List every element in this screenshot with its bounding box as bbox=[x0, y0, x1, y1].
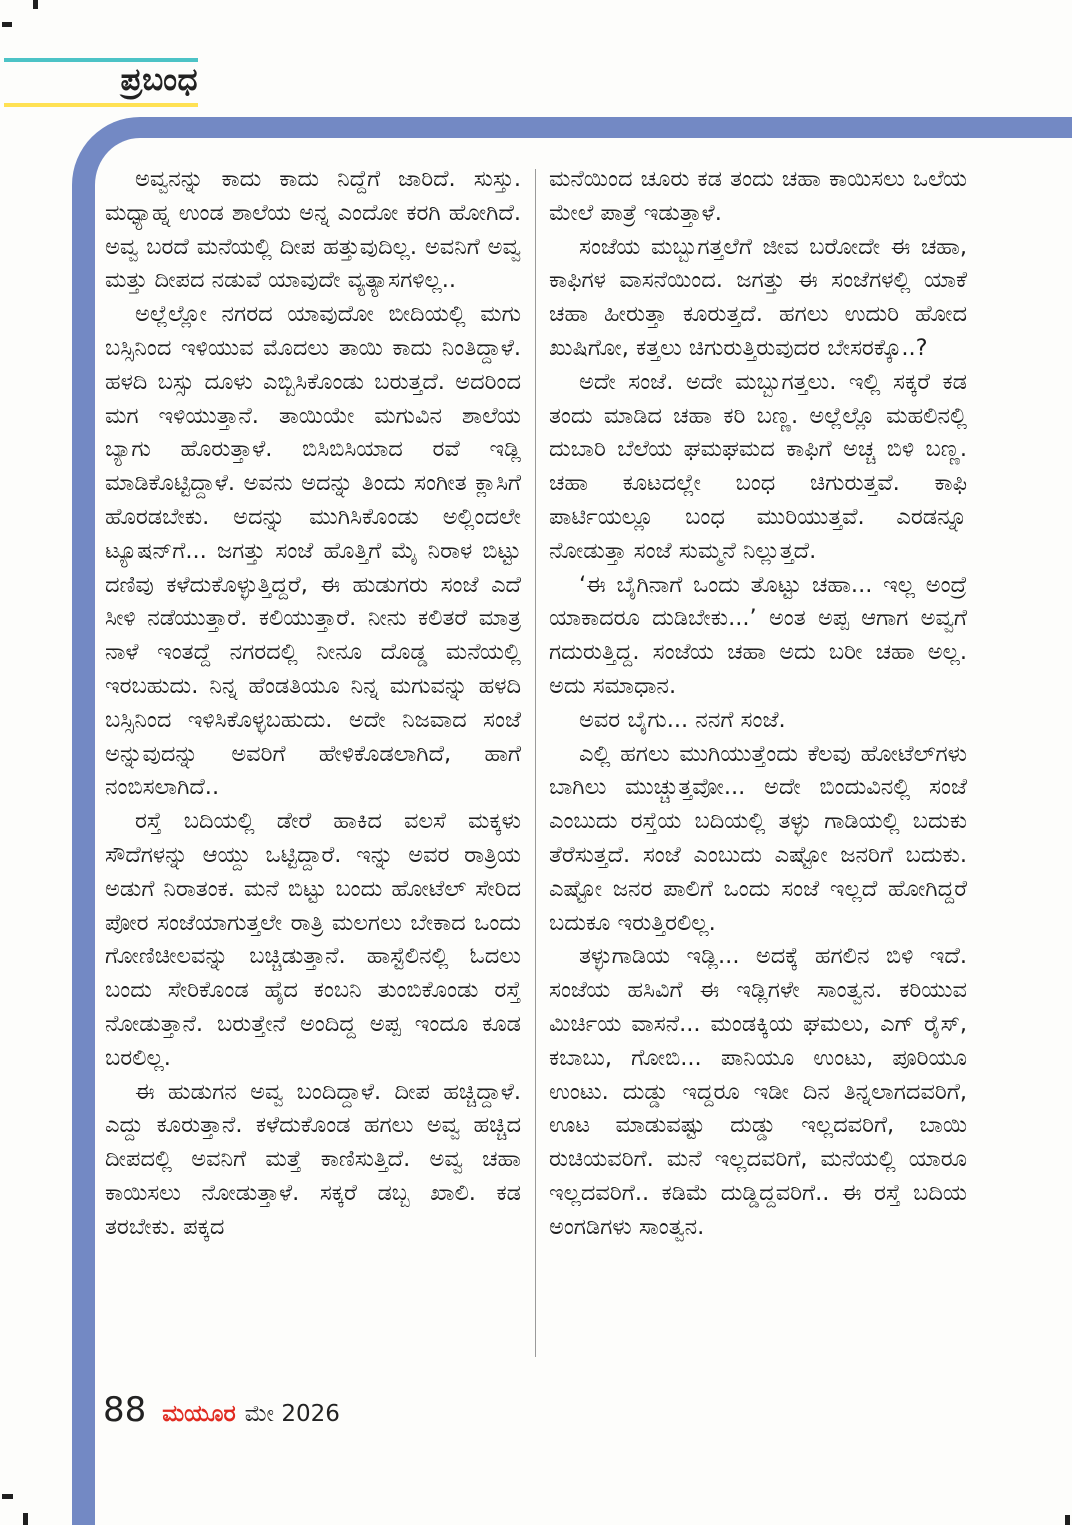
header-rule-yellow bbox=[4, 103, 198, 107]
crop-mark-bottom bbox=[23, 1513, 28, 1525]
crop-mark-left-top bbox=[2, 22, 12, 27]
right-column bbox=[549, 163, 967, 1357]
paragraph: ಸಂಜೆಯ ಮಬ್ಬುಗತ್ತಲೆಗೆ ಜೀವ ಬರೋದೇ ಈ ಚಹಾ, ಕಾಫಿಗಳ ವಾಸನೆಯಿಂದ. ಜಗತ್ತು ಈ ಸಂಜೆಗಳಲ್ಲಿ ಯಾಕೆ ಚಹಾ ಹೀರುತ್ತಾ ಕೂರುತ್ತದೆ. ಹಗಲು ಉದುರಿ ಹೋದ ಖುಷಿಗೋ, ಕತ್ತಲು ಚಿಗುರುತ್ತಿರುವುದರ ಬೇಸರಕ್ಕೊ..? bbox=[549, 233, 967, 361]
paragraph: ‘ಈ ಬೈಗಿನಾಗೆ ಒಂದು ತೊಟ್ಟು ಚಹಾ... ಇಲ್ಲ ಅಂದ್ರೆ ಯಾಕಾದರೂ ದುಡಿಬೇಕು...’ ಅಂತ ಅಪ್ಪ ಆಗಾಗ ಅವ್ವಗೆ ಗದುರುತ್ತಿದ್ದ. ಸಂಜೆಯ ಚಹಾ ಅದು ಬರೀ ಚಹಾ ಅಲ್ಲ. ಅದು ಸಮಾಧಾನ. bbox=[549, 571, 967, 699]
crop-mark-top bbox=[33, 0, 38, 9]
paragraph: ಅಲ್ಲೆಲ್ಲೋ ನಗರದ ಯಾವುದೋ ಬೀದಿಯಲ್ಲಿ ಮಗು ಬಸ್ಸಿನಿಂದ ಇಳಿಯುವ ಮೊದಲು ತಾಯಿ ಕಾದು ನಿಂತಿದ್ದಾಳೆ. ಹಳದಿ ಬಸ್ಸು ದೂಳು ಎಬ್ಬಿಸಿಕೊಂಡು ಬರುತ್ತದೆ. ಅದರಿಂದ ಮಗ ಇಳಿಯುತ್ತಾನೆ. ತಾಯಿಯೇ ಮಗುವಿನ ಶಾಲೆಯ ಬ್ಯಾಗು ಹೊರುತ್ತಾಳೆ. ಬಿಸಿಬಿಸಿಯಾದ ರವೆ ಇಡ್ಲಿ ಮಾಡಿಕೊಟ್ಟಿದ್ದಾಳೆ. ಅವನು ಅದನ್ನು ತಿಂದು ಸಂಗೀತ ಕ್ಲಾಸಿಗೆ ಹೊರಡಬೇಕು. ಅದನ್ನು ಮುಗಿಸಿಕೊಂಡು ಅಲ್ಲಿಂದಲೇ ಟ್ಯೂಷನ್‌ಗೆ... ಜಗತ್ತು ಸಂಜೆ ಹೊತ್ತಿಗೆ ಮೈ ನಿರಾಳ ಬಿಟ್ಟು ದಣಿವು ಕಳೆದುಕೊಳ್ಳುತ್ತಿದ್ದರೆ, ಈ ಹುಡುಗರು ಸಂಜೆ ಎದೆ ಸೀಳಿ ನಡೆಯುತ್ತಾರೆ. ಕಲಿಯುತ್ತಾರೆ. ನೀನು ಕಲಿತರೆ ಮಾತ್ರ ನಾಳೆ ಇಂತದ್ದೆ ನಗರದಲ್ಲಿ ನೀನೂ ದೊಡ್ಡ ಮನೆಯಲ್ಲಿ ಇರಬಹುದು. ನಿನ್ನ ಹೆಂಡತಿಯೂ ನಿನ್ನ ಮಗುವನ್ನು ಹಳದಿ ಬಸ್ಸಿನಿಂದ ಇಳಿಸಿಕೊಳ್ಳಬಹುದು. ಅದೇ ನಿಜವಾದ ಸಂಜೆ ಅನ್ನುವುದನ್ನು ಅವರಿಗೆ ಹೇಳಿಕೊಡಲಾಗಿದೆ, ಹಾಗೆ ನಂಬಿಸಲಾಗಿದೆ.. bbox=[105, 301, 521, 801]
paragraph: ಮನೆಯಿಂದ ಚೂರು ಕಡ ತಂದು ಚಹಾ ಕಾಯಿಸಲು ಒಲೆಯ ಮೇಲೆ ಪಾತ್ರೆ ಇಡುತ್ತಾಳೆ. bbox=[549, 166, 967, 226]
page-number: 88 bbox=[103, 1390, 147, 1430]
paragraph: ರಸ್ತೆ ಬದಿಯಲ್ಲಿ ಡೇರೆ ಹಾಕಿದ ವಲಸೆ ಮಕ್ಕಳು ಸೌದೆಗಳನ್ನು ಆಯ್ದು ಒಟ್ಟಿದ್ದಾರೆ. ಇನ್ನು ಅವರ ರಾತ್ರಿಯ ಅಡುಗೆ ನಿರಾತಂಕ. ಮನೆ ಬಿಟ್ಟು ಬಂದು ಹೋಟೆಲ್ ಸೇರಿದ ಪೋರ ಸಂಜೆಯಾಗುತ್ತಲೇ ರಾತ್ರಿ ಮಲಗಲು ಬೇಕಾದ ಒಂದು ಗೋಣಿಚೀಲವನ್ನು ಬಚ್ಚಿಡುತ್ತಾನೆ. ಹಾಸ್ಟೆಲಿನಲ್ಲಿ ಓದಲು ಬಂದು ಸೇರಿಕೊಂಡ ಹೈದ ಕಂಬನಿ ತುಂಬಿಕೊಂಡು ರಸ್ತೆ ನೋಡುತ್ತಾನೆ. ಬರುತ್ತೇನೆ ಅಂದಿದ್ದ ಅಪ್ಪ ಇಂದೂ ಕೂಡ ಬರಲಿಲ್ಲ. bbox=[105, 808, 521, 1071]
magazine-name: ಮಯೂರ bbox=[162, 1401, 236, 1427]
section-title: ಪ್ರಬಂಧ bbox=[120, 62, 198, 98]
paragraph: ಈ ಹುಡುಗನ ಅವ್ವ ಬಂದಿದ್ದಾಳೆ. ದೀಪ ಹಚ್ಚಿದ್ದಾಳೆ. ಎದ್ದು ಕೂರುತ್ತಾನೆ. ಕಳೆದುಕೊಂಡ ಹಗಲು ಅವ್ವ ಹಚ್ಚಿದ ದೀಪದಲ್ಲಿ ಅವನಿಗೆ ಮತ್ತೆ ಕಾಣಿಸುತ್ತಿದೆ. ಅವ್ವ ಚಹಾ ಕಾಯಿಸಲು ನೋಡುತ್ತಾಳೆ. ಸಕ್ಕರೆ ಡಬ್ಬ ಖಾಲಿ. ಕಡ ತರಬೇಕು. ಪಕ್ಕದ bbox=[105, 1078, 521, 1240]
paragraph: ಎಲ್ಲಿ ಹಗಲು ಮುಗಿಯುತ್ತೆಂದು ಕೆಲವು ಹೋಟೆಲ್‌ಗಳು ಬಾಗಿಲು ಮುಚ್ಚುತ್ತವೋ... ಅದೇ ಬಿಂದುವಿನಲ್ಲಿ ಸಂಜೆ ಎಂಬುದು ರಸ್ತೆಯ ಬದಿಯಲ್ಲಿ ತಳ್ಳು ಗಾಡಿಯಲ್ಲಿ ಬದುಕು ತೆರೆಸುತ್ತದೆ. ಸಂಜೆ ಎಂಬುದು ಎಷ್ಟೋ ಜನರಿಗೆ ಬದುಕು. ಎಷ್ಟೋ ಜನರ ಪಾಲಿಗೆ ಒಂದು ಸಂಜೆ ಇಲ್ಲದೆ ಹೋಗಿದ್ದರೆ ಬದುಕೂ ಇರುತ್ತಿರಲಿಲ್ಲ. bbox=[549, 740, 967, 936]
paragraph: ಅದೇ ಸಂಜೆ. ಅದೇ ಮಬ್ಬುಗತ್ತಲು. ಇಲ್ಲಿ ಸಕ್ಕರೆ ಕಡ ತಂದು ಮಾಡಿದ ಚಹಾ ಕರಿ ಬಣ್ಣ. ಅಲ್ಲೆಲ್ಲೊ ಮಹಲಿನಲ್ಲಿ ದುಬಾರಿ ಬೆಲೆಯ ಘಮಘಮದ ಕಾಫಿಗೆ ಅಚ್ಚ ಬಿಳಿ ಬಣ್ಣ. ಚಹಾ ಕೂಟದಲ್ಲೇ ಬಂಧ ಚಿಗುರುತ್ತವೆ. ಕಾಫಿ ಪಾರ್ಟಿಯಲ್ಲೂ ಬಂಧ ಮುರಿಯುತ್ತವೆ. ಎರಡನ್ನೂ ನೋಡುತ್ತಾ ಸಂಜೆ ಸುಮ್ಮನೆ ನಿಲ್ಲುತ್ತದೆ. bbox=[549, 368, 967, 564]
left-column bbox=[105, 163, 521, 1357]
paragraph: ಅವ್ವನನ್ನು ಕಾದು ಕಾದು ನಿದ್ದೆಗೆ ಜಾರಿದೆ. ಸುಸ್ತು. ಮಧ್ಯಾಹ್ನ ಉಂಡ ಶಾಲೆಯ ಅನ್ನ ಎಂದೋ ಕರಗಿ ಹೋಗಿದೆ. ಅವ್ವ ಬರದೆ ಮನೆಯಲ್ಲಿ ದೀಪ ಹತ್ತುವುದಿಲ್ಲ. ಅವನಿಗೆ ಅವ್ವ ಮತ್ತು ದೀಪದ ನಡುವೆ ಯಾವುದೇ ವ್ಯತ್ಯಾಸಗಳಿಲ್ಲ.. bbox=[105, 166, 521, 294]
issue-date: ಮೇ 2026 bbox=[244, 1401, 340, 1427]
crop-mark-left-bottom bbox=[2, 1494, 13, 1499]
page-footer bbox=[103, 1390, 340, 1430]
paragraph: ತಳ್ಳುಗಾಡಿಯ ಇಡ್ಲಿ... ಅದಕ್ಕೆ ಹಗಲಿನ ಬಿಳಿ ಇದೆ. ಸಂಜೆಯ ಹಸಿವಿಗೆ ಈ ಇಡ್ಲಿಗಳೇ ಸಾಂತ್ವನ. ಕರಿಯುವ ಮಿರ್ಚಿಯ ವಾಸನೆ... ಮಂಡಕ್ಕಿಯ ಘಮಲು, ಎಗ್ ರೈಸ್, ಕಬಾಬು, ಗೋಬಿ... ಪಾನಿಯೂ ಉಂಟು, ಪೂರಿಯೂ ಉಂಟು. ದುಡ್ಡು ಇದ್ದರೂ ಇಡೀ ದಿನ ತಿನ್ನಲಾಗದವರಿಗೆ, ಊಟ ಮಾಡುವಷ್ಟು ದುಡ್ಡು ಇಲ್ಲದವರಿಗೆ, ಬಾಯಿ ರುಚಿಯವರಿಗೆ. ಮನೆ ಇಲ್ಲದವರಿಗೆ, ಮನೆಯಲ್ಲಿ ಯಾರೂ ಇಲ್ಲದವರಿಗೆ.. ಕಡಿಮೆ ದುಡ್ಡಿದ್ದವರಿಗೆ.. ಈ ರಸ್ತೆ ಬದಿಯ ಅಂಗಡಿಗಳು ಸಾಂತ್ವನ. bbox=[549, 943, 967, 1240]
column-divider bbox=[535, 169, 536, 1357]
paragraph: ಅವರ ಬೈಗು... ನನಗೆ ಸಂಜೆ. bbox=[579, 706, 786, 733]
article-body bbox=[105, 163, 967, 1357]
